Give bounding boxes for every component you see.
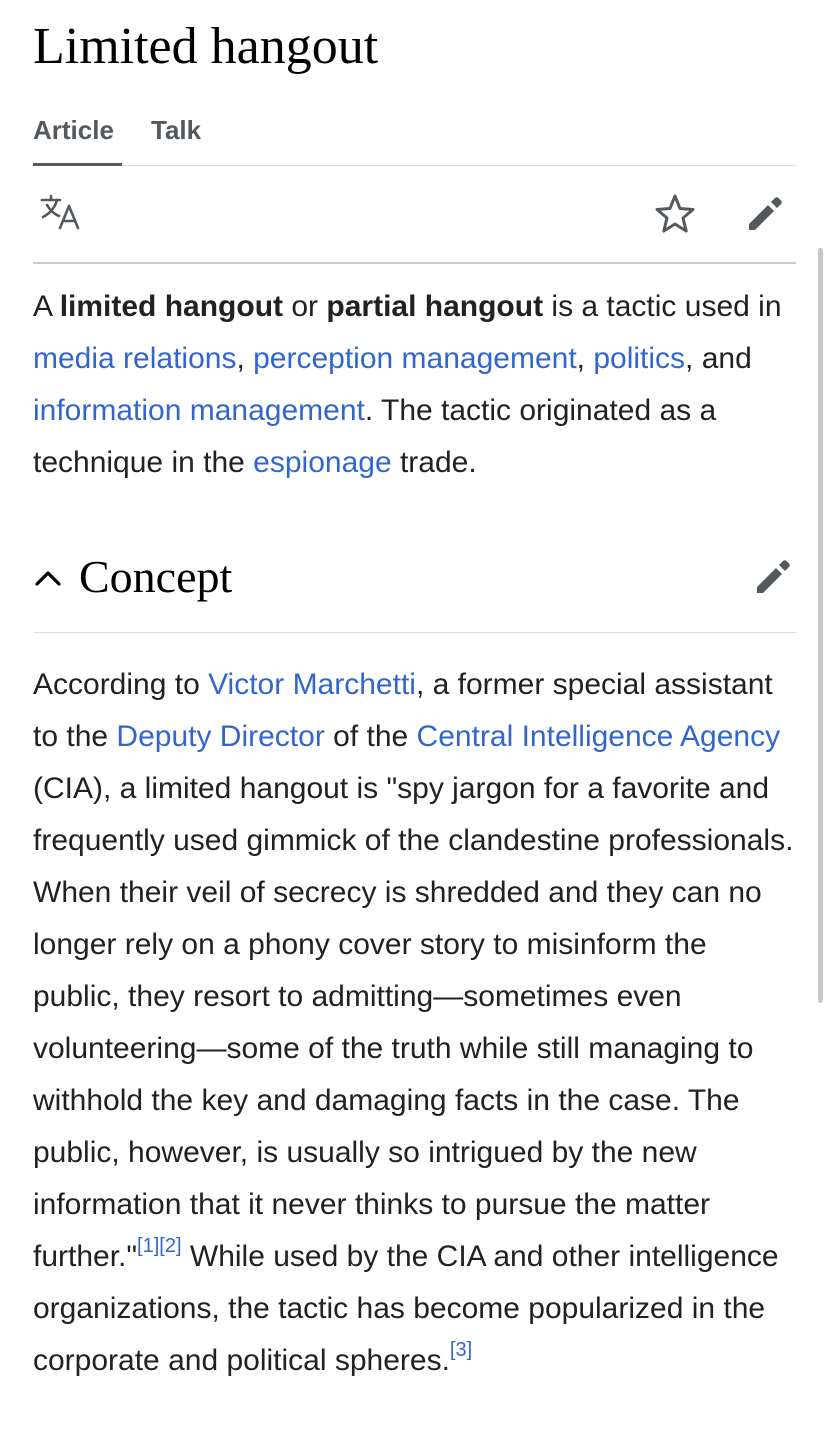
body-text: According to: [33, 668, 209, 701]
pencil-glyph: [751, 555, 795, 599]
reference-link-3[interactable]: [3]: [449, 1339, 473, 1361]
body-text: , a former special assistant to the: [33, 668, 773, 753]
body-text: of the: [324, 720, 417, 753]
link-victor-marchetti[interactable]: Victor Marchetti: [208, 668, 416, 701]
lead-text: A: [33, 290, 60, 323]
link-deputy-director[interactable]: Deputy Director: [116, 720, 325, 753]
page-actions-toolbar: [33, 166, 796, 264]
link-perception-management[interactable]: perception management: [253, 342, 577, 375]
lead-paragraph: [33, 281, 796, 489]
chevron-up-icon[interactable]: [33, 563, 63, 593]
language-glyph: [39, 192, 83, 236]
lead-text: or: [283, 290, 327, 323]
lead-text: , and: [685, 342, 752, 375]
section-title: Concept: [79, 551, 233, 602]
chevron-glyph: [33, 563, 63, 593]
concept-paragraph: [33, 659, 796, 1387]
link-central-intelligence-agency[interactable]: Central Intelligence Agency: [416, 720, 781, 753]
body-text: While used by the CIA and other intelligence organizations, the tactic has become popularized in the corporate and political spheres.: [33, 1240, 779, 1377]
link-media-relations[interactable]: media relations: [33, 342, 237, 375]
star-glyph: [653, 192, 697, 236]
lead-text: is a tactic used in: [543, 290, 782, 323]
pencil-icon[interactable]: [751, 555, 795, 599]
reference: [450, 1339, 472, 1361]
section-header-concept[interactable]: [33, 545, 796, 633]
link-information-management[interactable]: information management: [33, 394, 365, 427]
pencil-glyph: [743, 192, 787, 236]
pencil-icon[interactable]: [743, 192, 787, 236]
scrollbar[interactable]: [818, 248, 823, 1003]
lead-text: trade.: [391, 446, 477, 479]
link-politics[interactable]: politics: [593, 342, 686, 375]
star-icon[interactable]: [653, 192, 697, 236]
page-title: Limited hangout: [33, 18, 379, 75]
lead-text: ,: [576, 342, 594, 375]
language-icon[interactable]: [39, 192, 83, 236]
reference: [137, 1235, 182, 1257]
reference-link-1[interactable]: [1]: [137, 1235, 160, 1257]
lead-text: ,: [236, 342, 254, 375]
bold-term: limited hangout: [59, 290, 284, 323]
link-espionage[interactable]: espionage: [253, 446, 392, 479]
lead-text: . The tactic originated as a technique in the: [33, 394, 717, 479]
tab-talk[interactable]: Talk: [151, 115, 202, 145]
page-tabs: [33, 108, 796, 166]
body-text: (CIA), a limited hangout is "spy jargon for a favorite and frequently used gimmick of the clandestine professionals. When their veil of secrecy is shredded and they can no longer rely on a phony cover story to misinform the public, they resort to admitting—sometimes even volunteering—some of the truth while still managing to withhold the key and damaging facts in the case. The public, however, is usually so intrigued by the new information that it never thinks to pursue the matter further.": [33, 772, 794, 1273]
tab-article[interactable]: Article: [33, 108, 122, 166]
reference-link-2[interactable]: [2]: [159, 1235, 182, 1257]
bold-term: partial hangout: [326, 290, 544, 323]
